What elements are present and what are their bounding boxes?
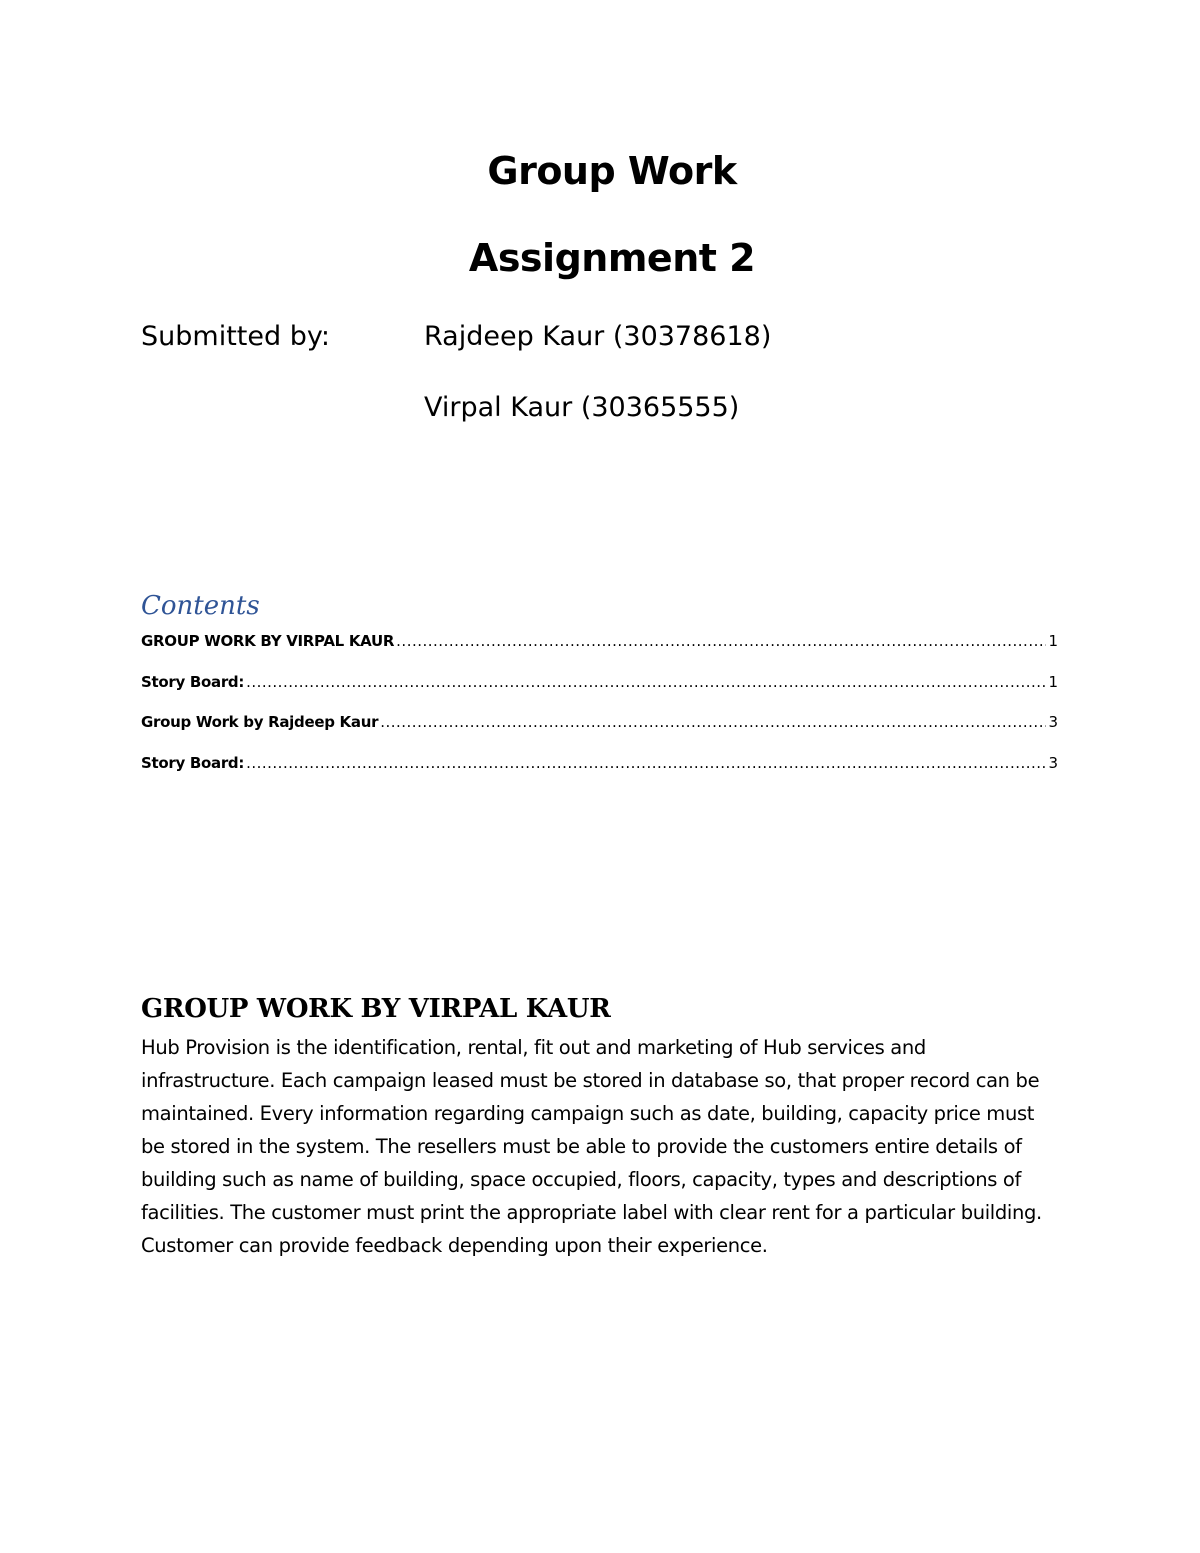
toc-entry-page: 1 xyxy=(1048,672,1058,691)
toc-dot-leader xyxy=(246,752,1046,774)
toc-entry[interactable] xyxy=(141,671,1058,712)
toc-dot-leader xyxy=(380,711,1046,733)
document-subtitle: Assignment 2 xyxy=(468,236,756,280)
toc-entry-label: GROUP WORK BY VIRPAL KAUR xyxy=(141,632,395,650)
toc-entry-label: Story Board: xyxy=(141,753,245,772)
toc-entry-page: 1 xyxy=(1048,632,1058,650)
toc-entry[interactable] xyxy=(141,630,1058,671)
toc-dot-leader xyxy=(396,630,1046,652)
toc-entry-page: 3 xyxy=(1048,713,1058,731)
toc-entry[interactable] xyxy=(141,752,1058,793)
toc-entry-label: Story Board: xyxy=(141,672,245,691)
toc-entry-label: Group Work by Rajdeep Kaur xyxy=(141,713,379,731)
submitted-by-label: Submitted by: xyxy=(141,321,330,352)
toc-entry[interactable] xyxy=(141,711,1058,752)
toc-dot-leader xyxy=(246,671,1046,693)
section-body-paragraph: Hub Provision is the identification, rental, fit out and marketing of Hub services and infrastructure. Each campaign leased must be stored in database so, that proper record can be maintained. Every information regarding campaign such as date, building, capacity price must be stored in the system. The resellers must be able to provide the customers entire details of building such as name of building, space occupied, floors, capacity, types and descriptions of facilities. The customer must print the appropriate label with clear rent for a particular building. Customer can provide feedback depending upon their experience. xyxy=(141,1036,1042,1257)
toc-heading: Contents xyxy=(141,591,260,621)
section-heading: GROUP WORK BY VIRPAL KAUR xyxy=(141,994,611,1024)
table-of-contents xyxy=(141,630,1058,792)
toc-entry-page: 3 xyxy=(1048,753,1058,772)
member-name: Virpal Kaur (30365555) xyxy=(424,392,740,423)
document-title: Group Work xyxy=(487,149,737,193)
member-name: Rajdeep Kaur (30378618) xyxy=(424,321,772,352)
